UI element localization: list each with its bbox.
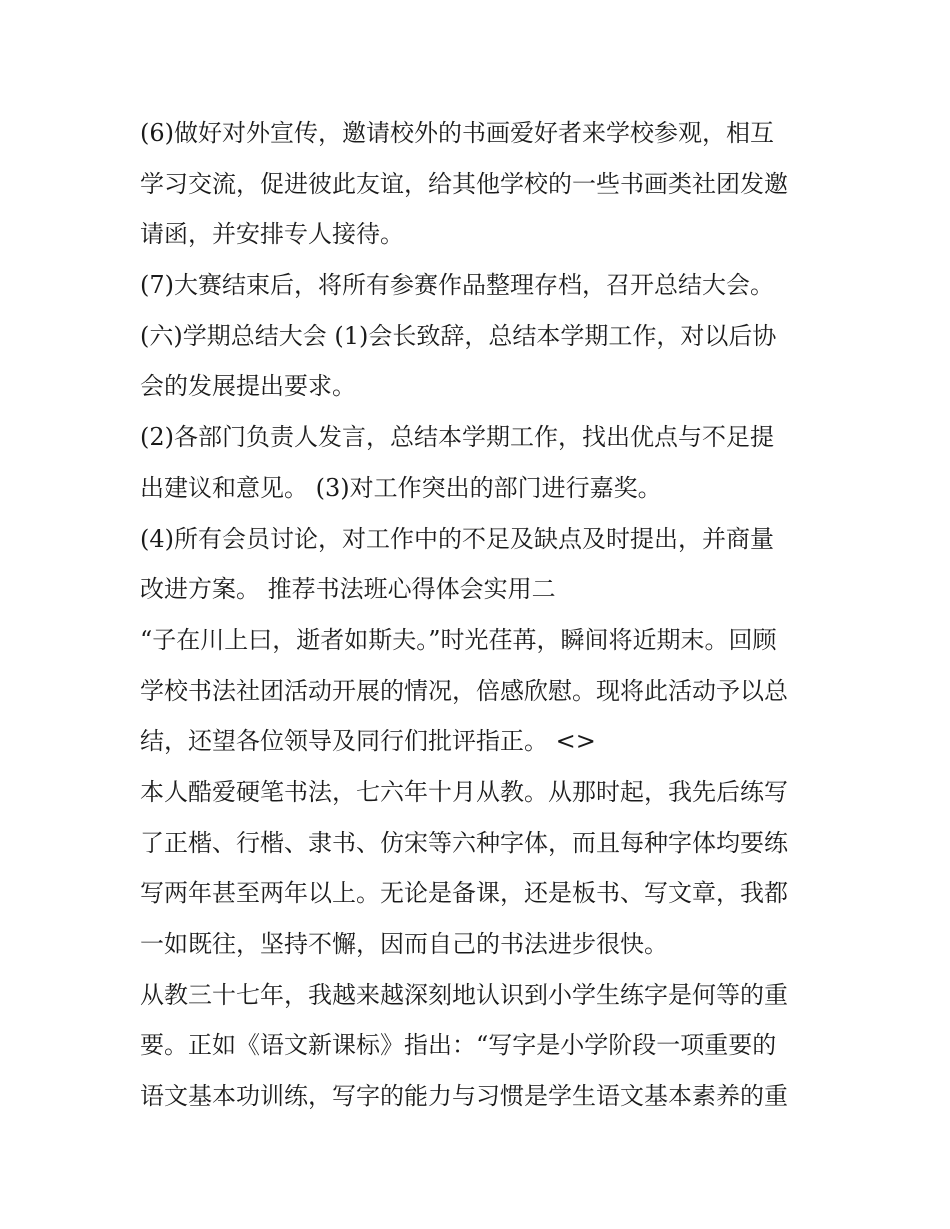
text-line: 从教三十七年，我越来越深刻地认识到小学生练字是何等的重 bbox=[140, 980, 788, 1009]
text-line: 出建议和意见。 (3)对工作突出的部门进行嘉奖。 bbox=[140, 473, 662, 502]
text-line: 一如既往，坚持不懈，因而自己的书法进步很快。 bbox=[140, 930, 668, 958]
document-body bbox=[140, 108, 820, 1122]
text-line: 写两年甚至两年以上。无论是备课，还是板书、写文章，我都 bbox=[140, 879, 788, 908]
text-line: 改进方案。 推荐书法班心得体会实用二 bbox=[140, 575, 556, 604]
text-line: 请函，并安排专人接待。 bbox=[140, 220, 404, 249]
text-line: 学校书法社团活动开展的情况，倍感欣慰。现将此活动予以总 bbox=[140, 676, 788, 705]
text-line: 要。正如《语文新课标》指出：“写字是小学阶段一项重要的 bbox=[140, 1031, 777, 1060]
text-line: (6)做好对外宣传，邀请校外的书画爱好者来学校参观，相互 bbox=[140, 119, 774, 147]
text-line: 结，还望各位领导及同行们批评指正。 <> bbox=[140, 727, 596, 756]
text-line: 本人酷爱硬笔书法，七六年十月从教。从那时起，我先后练写 bbox=[140, 777, 788, 806]
text-line: (7)大赛结束后，将所有参赛作品整理存档，召开总结大会。 bbox=[140, 271, 774, 300]
text-line: 会的发展提出要求。 bbox=[140, 372, 356, 401]
text-line: 语文基本功训练，写字的能力与习惯是学生语文基本素养的重 bbox=[140, 1082, 788, 1111]
text-line: 了正楷、行楷、隶书、仿宋等六种字体，而且每种字体均要练 bbox=[140, 828, 788, 857]
text-line: “子在川上曰，逝者如斯夫。”时光荏苒，瞬间将近期末。回顾 bbox=[140, 625, 777, 654]
text-line: (4)所有会员讨论，对工作中的不足及缺点及时提出，并商量 bbox=[140, 524, 774, 553]
text-line: (2)各部门负责人发言，总结本学期工作，找出优点与不足提 bbox=[140, 423, 774, 452]
text-line: (六)学期总结大会 (1)会长致辞，总结本学期工作，对以后协 bbox=[140, 321, 777, 350]
text-line: 学习交流，促进彼此友谊，给其他学校的一些书画类社团发邀 bbox=[140, 169, 788, 198]
